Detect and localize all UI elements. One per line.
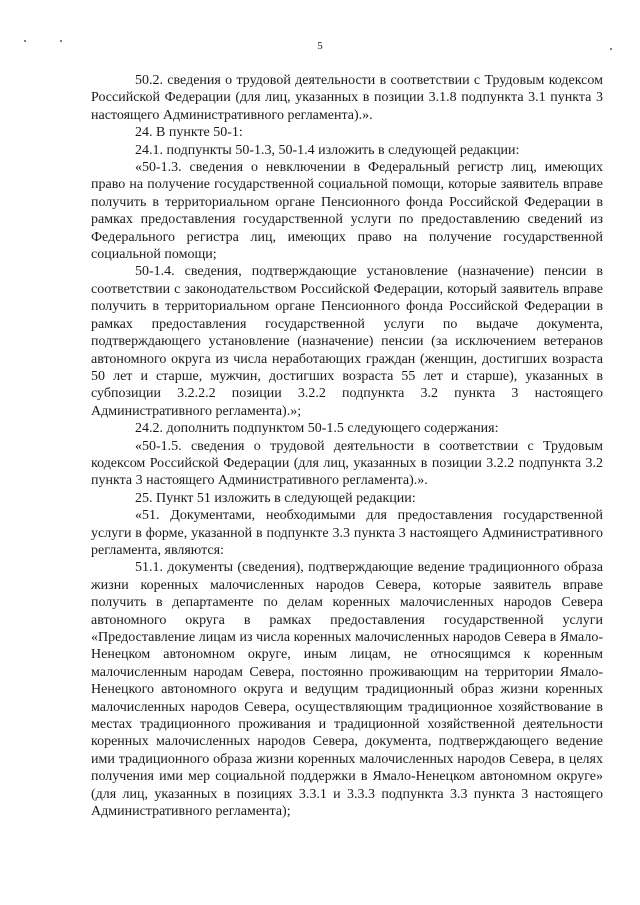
paragraph: 50-1.4. сведения, подтверждающие установление (назначение) пенсии в соответствии с законодательством Российской Федерации, который заявитель вправе получить в территориальном органе Пенсионного фонда Российской Федерации в рамках предоставления государственной услуги по выдаче документа, подтверждающего установление (назначение) пенсии (за исключением ветеранов автономного округа из числа неработающих граждан (женщин, достигших возраста 50 лет и старше, мужчин, достигших возраста 55 лет и старше), указанных в субпозиции 3.2.2.2 позиции 3.2.2 подпункта 3.2 пункта 3 настоящего Административного регламента).»; bbox=[91, 264, 603, 419]
paragraph: 24.1. подпункты 50-1.3, 50-1.4 изложить в следующей редакции: bbox=[135, 142, 520, 158]
paragraph: «51. Документами, необходимыми для предоставления государственной услуги в форме, указанной в подпункте 3.3 пункта 3 настоящего Административного регламента, являются: bbox=[91, 508, 603, 558]
paragraph: 50.2. сведения о трудовой деятельности в соответствии с Трудовым кодексом Российской Федерации (для лиц, указанных в позиции 3.1.8 подпункта 3.1 пункта 3 настоящего Административного регламента).». bbox=[91, 73, 603, 123]
paragraph: 25. Пункт 51 изложить в следующей редакции: bbox=[135, 490, 416, 506]
paragraph: «50-1.3. сведения о невключении в Федеральный регистр лиц, имеющих право на получение государственной социальной помощи, которые заявитель вправе получить в территориальном органе Пенсионного фонда Российской Федерации в рамках предоставления государственной услуги по предоставлению сведений из Федерального регистра лиц, имеющих право на получение государственной социальной помощи; bbox=[91, 160, 603, 263]
document-body bbox=[91, 72, 603, 820]
paragraph: 24. В пункте 50-1: bbox=[135, 125, 243, 141]
paragraph: «50-1.5. сведения о трудовой деятельности в соответствии с Трудовым кодексом Российской Федерации (для лиц, указанных в позиции 3.2.2 подпункта 3.2 пункта 3 настоящего Административного регламента).». bbox=[91, 438, 603, 489]
paragraph: 24.2. дополнить подпунктом 50-1.5 следующего содержания: bbox=[135, 421, 499, 437]
paragraph: 51.1. документы (сведения), подтверждающие ведение традиционного образа жизни коренных малочисленных народов Севера, которые заявитель вправе получить в департаменте по делам коренных малочисленных народов Севера автономного округа в рамках предоставления государственной услуги «Предоставление лицам из числа коренных малочисленных народов Севера в Ямало-Ненецком автономном округе, иным лицам, не относящимся к коренным малочисленным народам Севера, постоянно проживающим на территории Ямало-Ненецкого автономного округа и ведущим традиционный образ жизни коренных малочисленных народов Севера, осуществляющим традиционное хозяйствование в местах традиционного проживания и традиционной хозяйственной деятельности коренных малочисленных народов Севера, документа, подтверждающего ведение ими традиционного образа жизни коренных малочисленных народов Севера, в целях получения ими мер социальной поддержки в Ямало-Ненецком автономном округе» (для лиц, указанных в позициях 3.3.1 и 3.3.3 подпункта 3.3 пункта 3 настоящего Административного регламента); bbox=[91, 560, 603, 820]
page-number: 5 bbox=[317, 40, 323, 52]
